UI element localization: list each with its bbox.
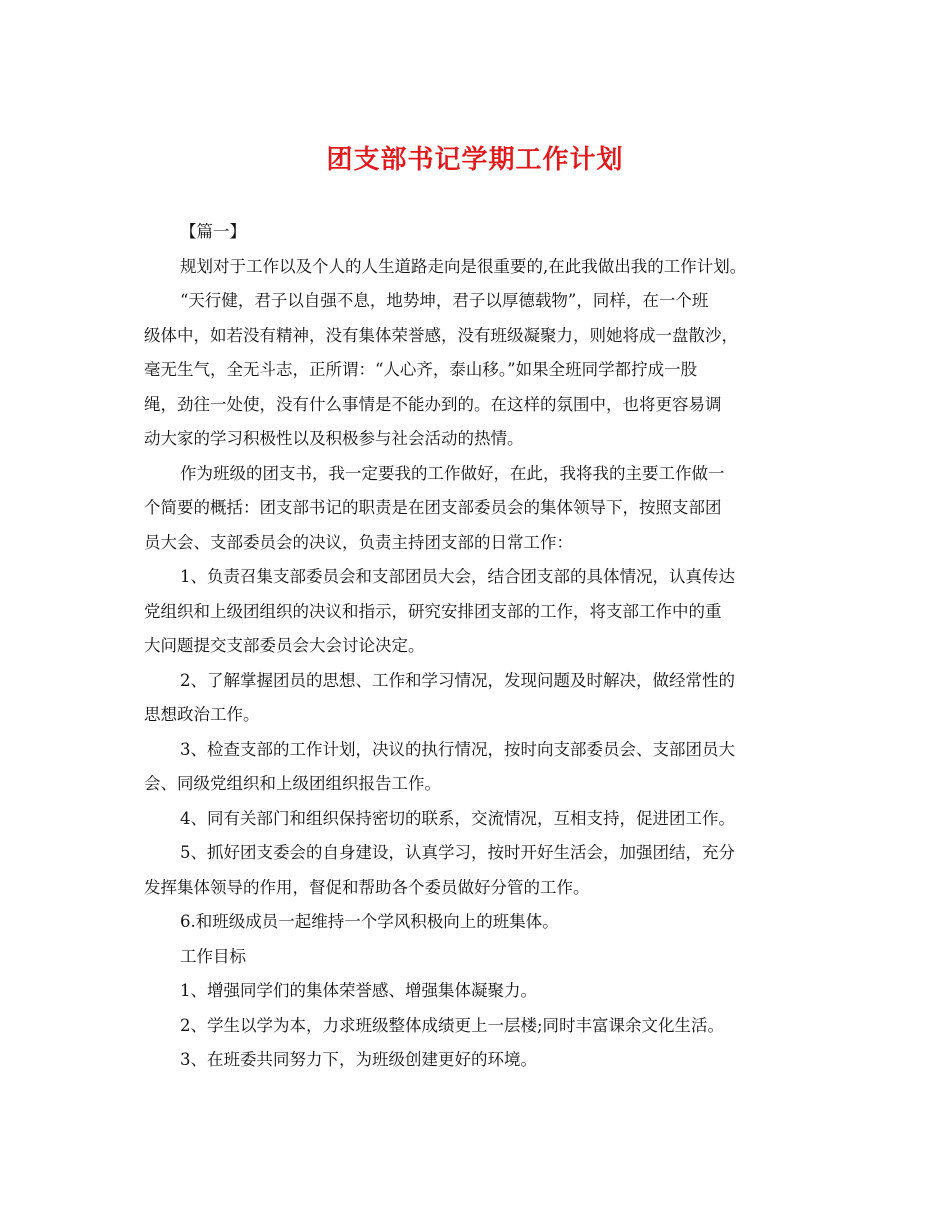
text-line: 大问题提交支部委员会大会讨论决定。 <box>144 636 425 655</box>
text-line: 1、增强同学们的集体荣誉感、增强集体凝聚力。 <box>180 981 537 1000</box>
text-line: 3、在班委共同努力下，为班级创建更好的环境。 <box>180 1050 537 1069</box>
text-line: 4、同有关部门和组织保持密切的联系，交流情况，互相支持，促进团工作。 <box>180 808 735 828</box>
text-line: “天行健，君子以自强不息，地势坤，君子以厚德载物”，同样，在一个班 <box>180 291 709 310</box>
document-body <box>144 215 812 1078</box>
text-line: 5、抓好团支委会的自身建设，认真学习，按时开好生活会，加强团结，充分 <box>180 843 735 862</box>
text-line: 1、负责召集支部委员会和支部团员大会，结合团支部的具体情况，认真传达 <box>180 567 735 586</box>
text-line: 3、检查支部的工作计划，决议的执行情况，按时向支部委员会、支部团员大 <box>180 739 735 759</box>
text-line: 作为班级的团支书，我一定要我的工作做好，在此，我将我的主要工作做一 <box>180 463 725 483</box>
text-line: 2、了解掌握团员的思想、工作和学习情况，发现问题及时解决，做经常性的 <box>180 670 735 690</box>
text-line: 【篇一】 <box>180 222 246 241</box>
text-line: 工作目标 <box>180 946 246 966</box>
text-line: 个简要的概括：团支部书记的职责是在团支部委员会的集体领导下，按照支部团 <box>144 498 722 517</box>
text-line: 思想政治工作。 <box>144 705 260 724</box>
text-line: 员大会、支部委员会的决议，负责主持团支部的日常工作： <box>144 532 573 552</box>
text-line: 毫无生气，全无斗志，正所谓：“人心齐，泰山移。”如果全班同学都拧成一股 <box>144 360 698 379</box>
text-line: 绳，劲往一处使，没有什么事情是不能办到的。在这样的氛围中，也将更容易调 <box>144 394 722 414</box>
text-line: 发挥集体领导的作用，督促和帮助各个委员做好分管的工作。 <box>144 877 590 897</box>
document-title: 团支部书记学期工作计划 <box>326 145 624 175</box>
text-line: 6.和班级成员一起维持一个学风积极向上的班集体。 <box>180 912 559 931</box>
text-line: 规划对于工作以及个人的人生道路走向是很重要的,在此我做出我的工作计划。 <box>180 256 747 276</box>
text-line: 动大家的学习积极性以及积极参与社会活动的热情。 <box>144 429 524 448</box>
text-line: 会、同级党组织和上级团组织报告工作。 <box>144 774 441 793</box>
text-line: 级体中，如若没有精神，没有集体荣誉感，没有班级凝聚力，则她将成一盘散沙， <box>144 325 738 345</box>
text-line: 党组织和上级团组织的决议和指示，研究安排团支部的工作，将支部工作中的重 <box>144 601 722 621</box>
text-line: 2、学生以学为本，力求班级整体成绩更上一层楼;同时丰富课余文化生活。 <box>180 1015 725 1035</box>
